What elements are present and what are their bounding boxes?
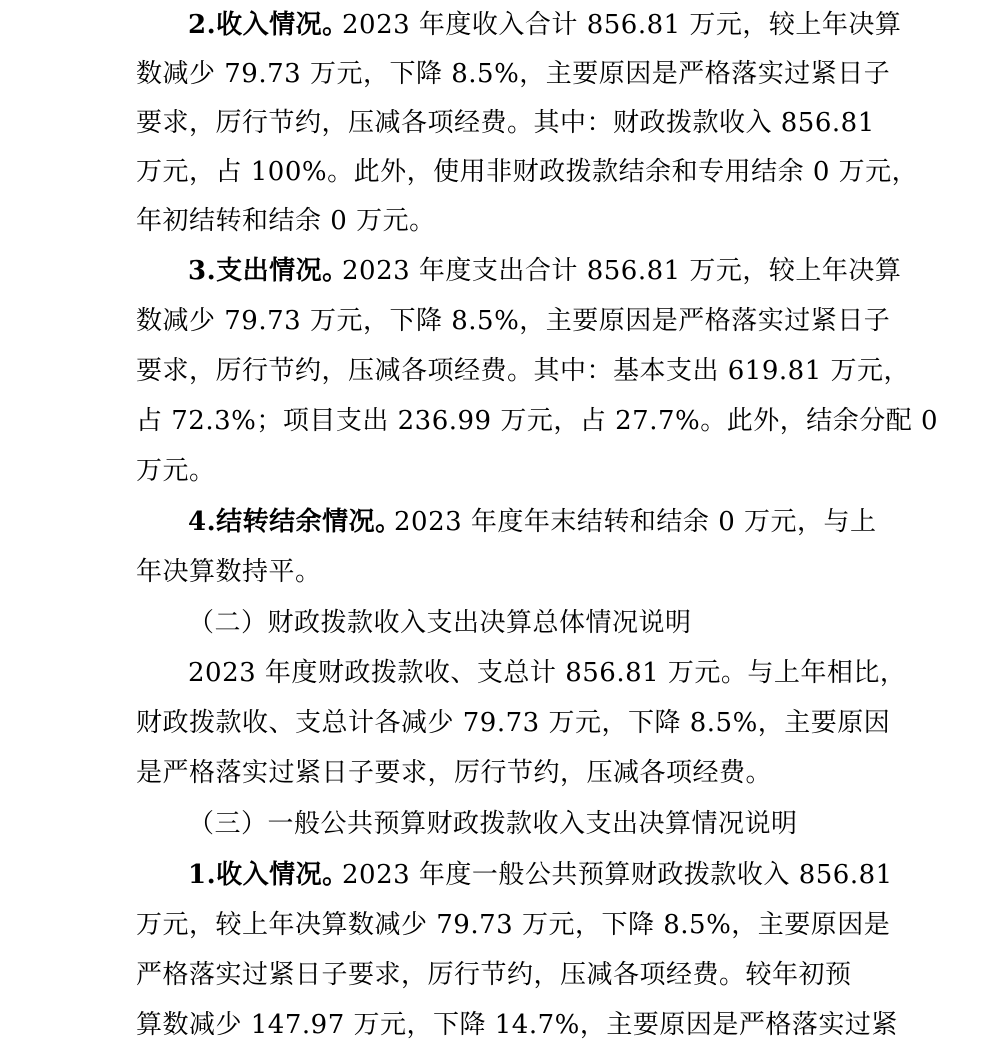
line-text: 万元，占 100%。此外，使用非财政拨款结余和专用结余 0 万元， xyxy=(136,157,919,187)
line-text: 数减少 79.73 万元，下降 8.5%，主要原因是严格落实过紧日子 xyxy=(136,59,891,89)
line-text: 数减少 79.73 万元，下降 8.5%，主要原因是严格落实过紧日子 xyxy=(136,306,891,336)
subsection-heading-3 xyxy=(0,799,1000,849)
body-line-18 xyxy=(0,850,1000,900)
body-line-20 xyxy=(0,950,1000,1000)
line-text: 年决算数持平。 xyxy=(136,557,322,587)
line-text: 算数减少 147.97 万元，下降 14.7%，主要原因是严格落实过紧 xyxy=(136,1010,898,1040)
body-line-1 xyxy=(0,0,1000,50)
line-text: （二）财政拨款收入支出决算总体情况说明 xyxy=(188,608,692,638)
line-text: 要求，厉行节约，压减各项经费。其中：基本支出 619.81 万元， xyxy=(136,356,911,386)
body-line-3 xyxy=(0,98,1000,148)
body-line-14 xyxy=(0,648,1000,698)
section-heading-carryover: 4.结转结余情况。 xyxy=(188,507,402,537)
line-text: 2023 年度年末结转和结余 0 万元，与上 xyxy=(394,507,877,537)
body-line-19 xyxy=(0,900,1000,950)
line-text: 2023 年度支出合计 856.81 万元，较上年决算 xyxy=(342,256,902,286)
body-line-7 xyxy=(0,296,1000,346)
section-heading-expense: 3.支出情况。 xyxy=(188,256,349,286)
body-line-8 xyxy=(0,346,1000,396)
line-text: 是严格落实过紧日子要求，厉行节约，压减各项经费。 xyxy=(136,758,773,788)
body-line-6 xyxy=(0,246,1000,296)
line-text: 占 72.3%；项目支出 236.99 万元，占 27.7%。此外，结余分配 0 xyxy=(136,406,939,436)
body-line-5 xyxy=(0,196,1000,246)
body-line-10 xyxy=(0,446,1000,496)
line-text: 万元，较上年决算数减少 79.73 万元，下降 8.5%，主要原因是 xyxy=(136,910,891,940)
line-text: 要求，厉行节约，压减各项经费。其中：财政拨款收入 856.81 xyxy=(136,108,875,138)
line-text: （三）一般公共预算财政拨款收入支出决算情况说明 xyxy=(188,809,798,839)
line-text: 财政拨款收、支总计各减少 79.73 万元，下降 8.5%，主要原因 xyxy=(136,708,891,738)
body-line-4 xyxy=(0,147,1000,197)
section-heading-income: 2.收入情况。 xyxy=(188,10,349,40)
subsection-heading-2 xyxy=(0,598,1000,648)
body-line-11 xyxy=(0,497,1000,547)
body-line-12 xyxy=(0,547,1000,597)
body-line-21 xyxy=(0,1000,1000,1050)
line-text: 2023 年度财政拨款收、支总计 856.81 万元。与上年相比， xyxy=(188,658,907,688)
line-text: 严格落实过紧日子要求，厉行节约，压减各项经费。较年初预 xyxy=(136,960,852,990)
section-heading-income-2: 1.收入情况。 xyxy=(188,860,349,890)
body-line-15 xyxy=(0,698,1000,748)
line-text: 年初结转和结余 0 万元。 xyxy=(136,206,436,236)
body-line-9 xyxy=(0,396,1000,446)
line-text: 2023 年度一般公共预算财政拨款收入 856.81 xyxy=(342,860,893,890)
line-text: 2023 年度收入合计 856.81 万元，较上年决算 xyxy=(342,10,902,40)
body-line-2 xyxy=(0,49,1000,99)
line-text: 万元。 xyxy=(136,456,216,486)
body-line-16 xyxy=(0,748,1000,798)
